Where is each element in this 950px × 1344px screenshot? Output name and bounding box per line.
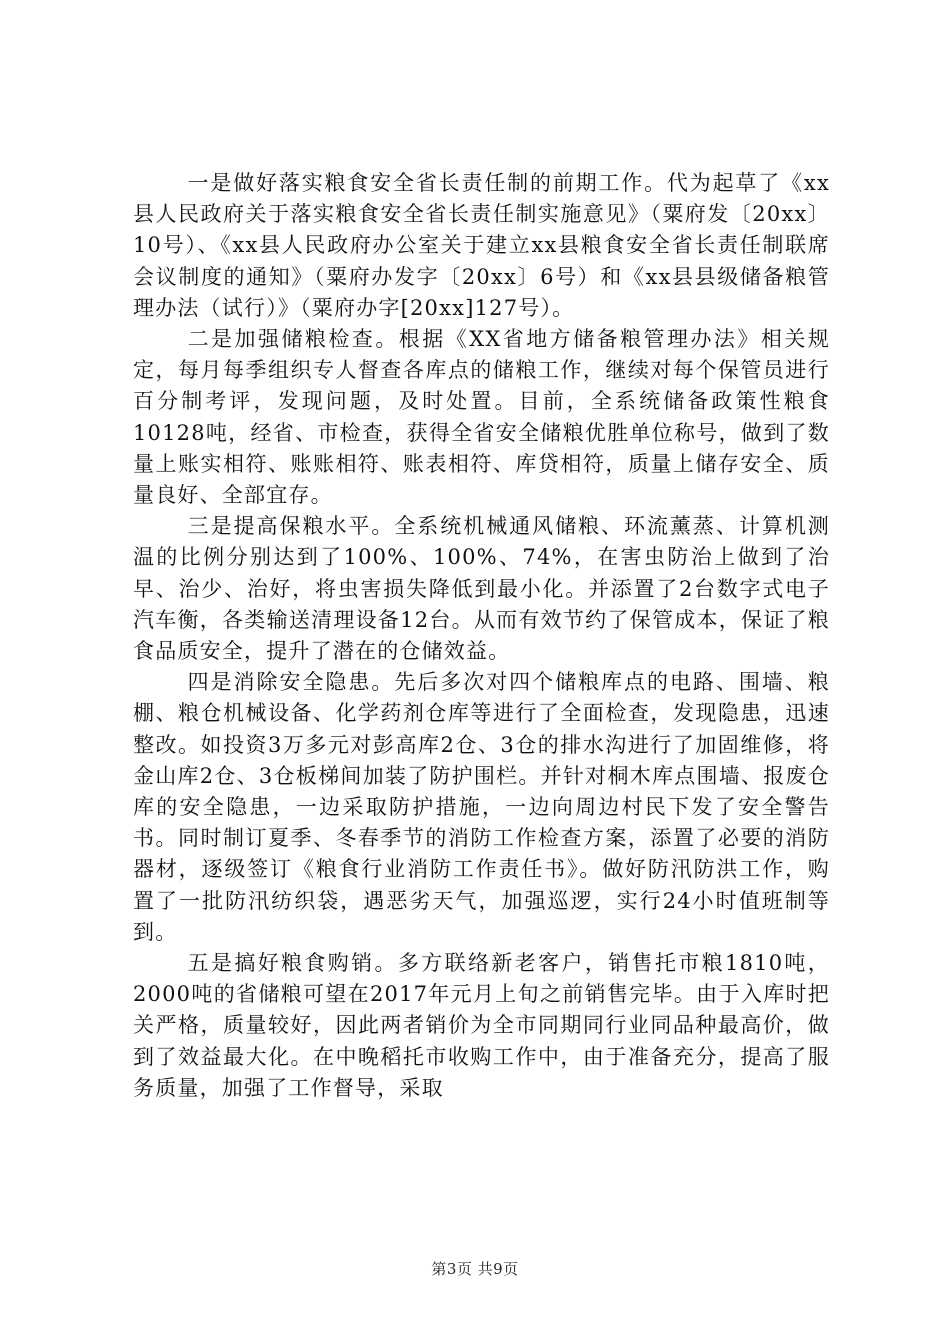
page-number-footer: 第3页 共9页 (431, 1260, 519, 1278)
paragraph-3: 三是提高保粮水平。全系统机械通风储粮、环流薰蒸、计算机测温的比例分别达到了100%、100%、74%，在害虫防治上做到了治早、治少、治好，将虫害损失降低到最小化。并添置了2台数字式电子汽车衡，各类输送清理设备12台。从而有效节约了保管成本，保证了粮食品质安全，提升了潜在的仓储效益。 (133, 514, 830, 664)
document-body (133, 168, 830, 1104)
paragraph-4: 四是消除安全隐患。先后多次对四个储粮库点的电路、围墙、粮棚、粮仓机械设备、化学药剂仓库等进行了全面检查，发现隐患，迅速整改。如投资3万多元对彭高库2仓、3仓的排水沟进行了加固维修，将金山库2仓、3仓板梯间加装了防护围栏。并针对桐木库点围墙、报废仓库的安全隐患，一边采取防护措施，一边向周边村民下发了安全警告书。同时制订夏季、冬春季节的消防工作检查方案，添置了必要的消防器材，逐级签订《粮食行业消防工作责任书》。做好防汛防洪工作，购置了一批防汛纺织袋，遇恶劣天气，加强巡逻，实行24小时值班制等到。 (133, 670, 830, 944)
paragraph-1: 一是做好落实粮食安全省长责任制的前期工作。代为起草了《xx县人民政府关于落实粮食安全省长责任制实施意见》（粟府发〔20xx〕10号）、《xx县人民政府办公室关于建立xx县粮食安全省长责任制联席会议制度的通知》（粟府办发字〔20xx〕6号）和《xx县县级储备粮管理办法（试行）》（粟府办字[20xx]127号）。 (133, 171, 830, 320)
paragraph-2: 二是加强储粮检查。根据《XX省地方储备粮管理办法》相关规定，每月每季组织专人督查各库点的储粮工作，继续对每个保管员进行百分制考评，发现问题，及时处置。目前，全系统储备政策性粮食10128吨，经省、市检查，获得全省安全储粮优胜单位称号，做到了数量上账实相符、账账相符、账表相符、库贷相符，质量上储存安全、质量良好、全部宜存。 (133, 327, 830, 508)
paragraph-5: 五是搞好粮食购销。多方联络新老客户，销售托市粮1810吨，2000吨的省储粮可望在2017年元月上旬之前销售完毕。由于入库时把关严格，质量较好，因此两者销价为全市同期同行业同品种最高价，做到了效益最大化。在中晚稻托市收购工作中，由于准备充分，提高了服务质量，加强了工作督导，采取 (133, 951, 830, 1100)
